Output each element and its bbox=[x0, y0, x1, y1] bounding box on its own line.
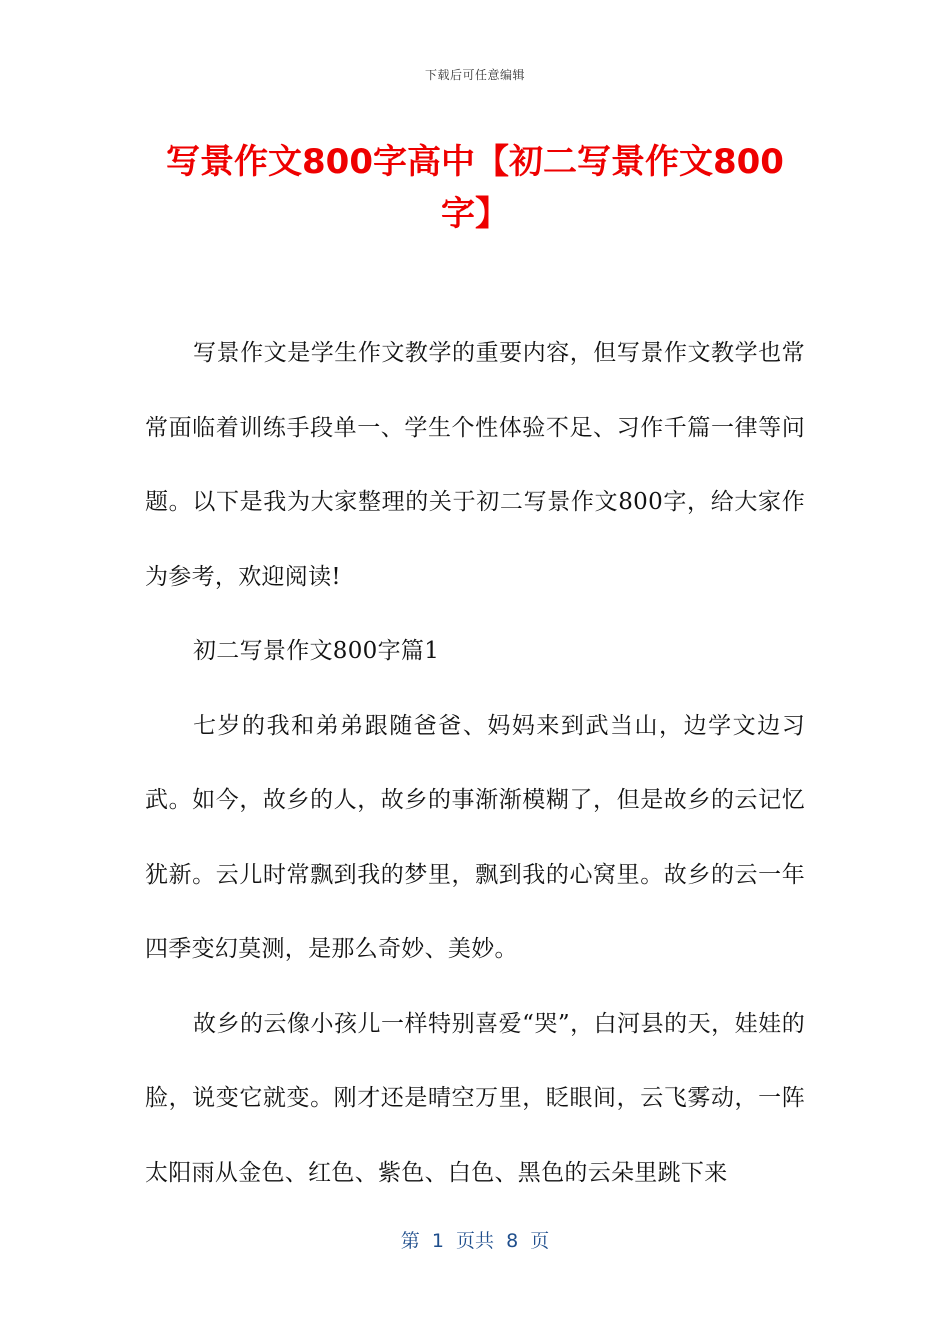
section-heading: 初二写景作文800字篇1 bbox=[193, 638, 440, 664]
body-paragraph: 七岁的我和弟弟跟随爸爸、妈妈来到武当山，边学文边习武。如今，故乡的人，故乡的事渐渐模糊了，但是故乡的云记忆犹新。云儿时常飘到我的梦里，飘到我的心窝里。故乡的云一年四季变幻莫测，是那么奇妙、美妙。 bbox=[145, 712, 805, 962]
page-number: 第 1 页共 8 页 bbox=[400, 1230, 550, 1252]
document-body bbox=[145, 316, 805, 1210]
body-paragraph: 故乡的云像小孩儿一样特别喜爱“哭”，白河县的天，娃娃的脸，说变它就变。刚才还是晴空万里，眨眼间，云飞雾动，一阵太阳雨从金色、红色、紫色、白色、黑色的云朵里跳下来 bbox=[145, 1010, 805, 1186]
document-title: 写景作文800字高中【初二写景作文800字】 bbox=[166, 142, 784, 234]
intro-paragraph: 写景作文是学生作文教学的重要内容，但写景作文教学也常常面临着训练手段单一、学生个性体验不足、习作千篇一律等问题。以下是我为大家整理的关于初二写景作文800字，给大家作为参考，欢迎阅读! bbox=[145, 340, 805, 590]
header-note: 下载后可任意编辑 bbox=[424, 68, 525, 82]
